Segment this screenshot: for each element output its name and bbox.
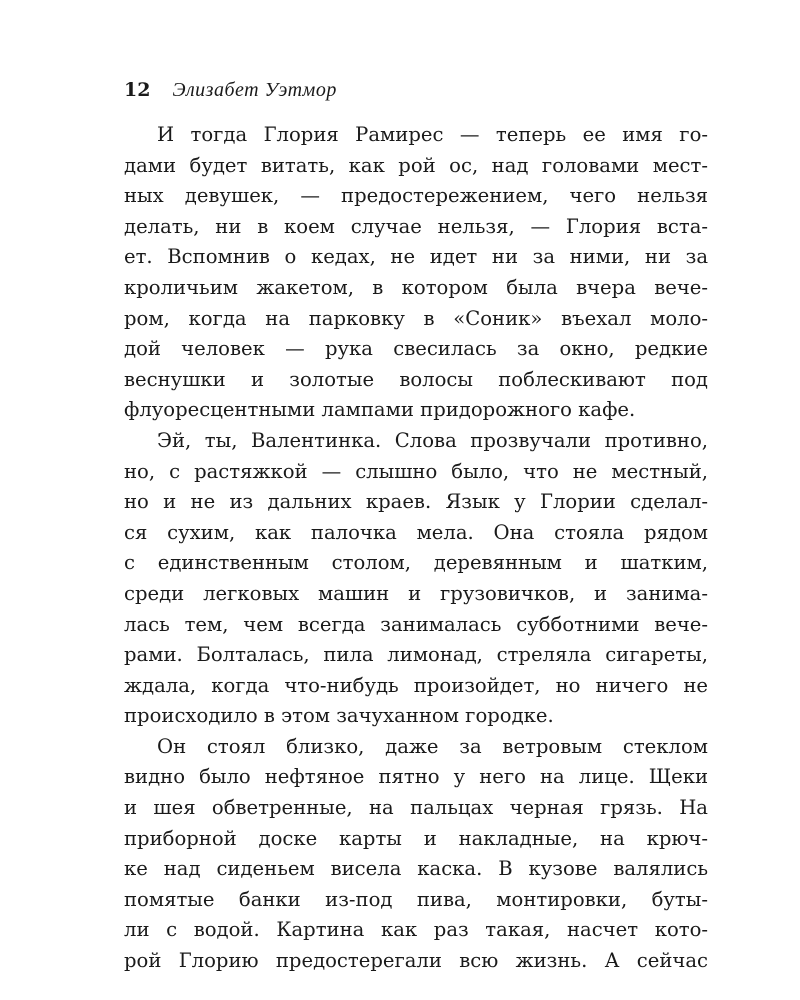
- text-line: рами. Болталась, пила лимонад, стреляла сигареты,: [124, 643, 708, 667]
- text-line: видно было нефтяное пятно у него на лице. Щеки: [124, 765, 708, 789]
- text-line: Эй, ты, Валентинка. Слова прозвучали противно,: [157, 428, 708, 452]
- text-line: ке над сиденьем висела каска. В кузове валялись: [124, 857, 708, 881]
- text-line: ждала, когда что-нибудь произойдет, но ничего не: [124, 673, 708, 697]
- text-line: дой человек — рука свесилась за окно, редкие: [124, 337, 708, 361]
- text-line: флуоресцентными лампами придорожного кафе.: [124, 398, 636, 422]
- author-name: Элизабет Уэтмор: [172, 79, 337, 101]
- text-line: ром, когда на парковку в «Соник» въехал моло-: [124, 306, 708, 330]
- paragraph-3: [124, 732, 708, 977]
- text-line: кроличьим жакетом, в котором была вчера вече-: [124, 275, 708, 299]
- text-line: происходило в этом зачуханном городке.: [124, 704, 554, 728]
- text-line: но, с растяжкой — слышно было, что не местный,: [124, 459, 708, 483]
- text-line: рой Глорию предостерегали всю жизнь. А сейчас: [124, 949, 708, 973]
- text-line: ли с водой. Картина как раз такая, насчет кото-: [124, 918, 708, 942]
- text-body: [124, 120, 708, 977]
- text-line: среди легковых машин и грузовичков, и занима-: [124, 581, 708, 605]
- running-header: [124, 78, 337, 102]
- text-line: веснушки и золотые волосы поблескивают под: [124, 367, 708, 391]
- page-number: 12: [124, 79, 151, 101]
- text-line: дами будет витать, как рой ос, над головами мест-: [124, 153, 708, 177]
- text-line: ся сухим, как палочка мела. Она стояла рядом: [124, 520, 708, 544]
- text-line: Он стоял близко, даже за ветровым стеклом: [157, 734, 708, 758]
- text-line: но и не из дальних краев. Язык у Глории сделал-: [124, 490, 708, 514]
- text-line: ных девушек, — предостережением, чего нельзя: [124, 184, 708, 208]
- text-line: лась тем, чем всегда занималась субботними вече-: [124, 612, 708, 636]
- text-line: ет. Вспомнив о кедах, не идет ни за ними, ни за: [124, 245, 708, 269]
- paragraph-1: [124, 120, 708, 426]
- text-line: делать, ни в коем случае нельзя, — Глория вста-: [124, 214, 708, 238]
- text-line: приборной доске карты и накладные, на крюч-: [124, 826, 708, 850]
- text-line: с единственным столом, деревянным и шатким,: [124, 551, 708, 575]
- text-line: и шея обветренные, на пальцах черная грязь. На: [124, 796, 708, 820]
- paragraph-2: [124, 426, 708, 732]
- text-line: помятые банки из-под пива, монтировки, буты-: [124, 887, 708, 911]
- text-line: И тогда Глория Рамирес — теперь ее имя го-: [157, 123, 708, 146]
